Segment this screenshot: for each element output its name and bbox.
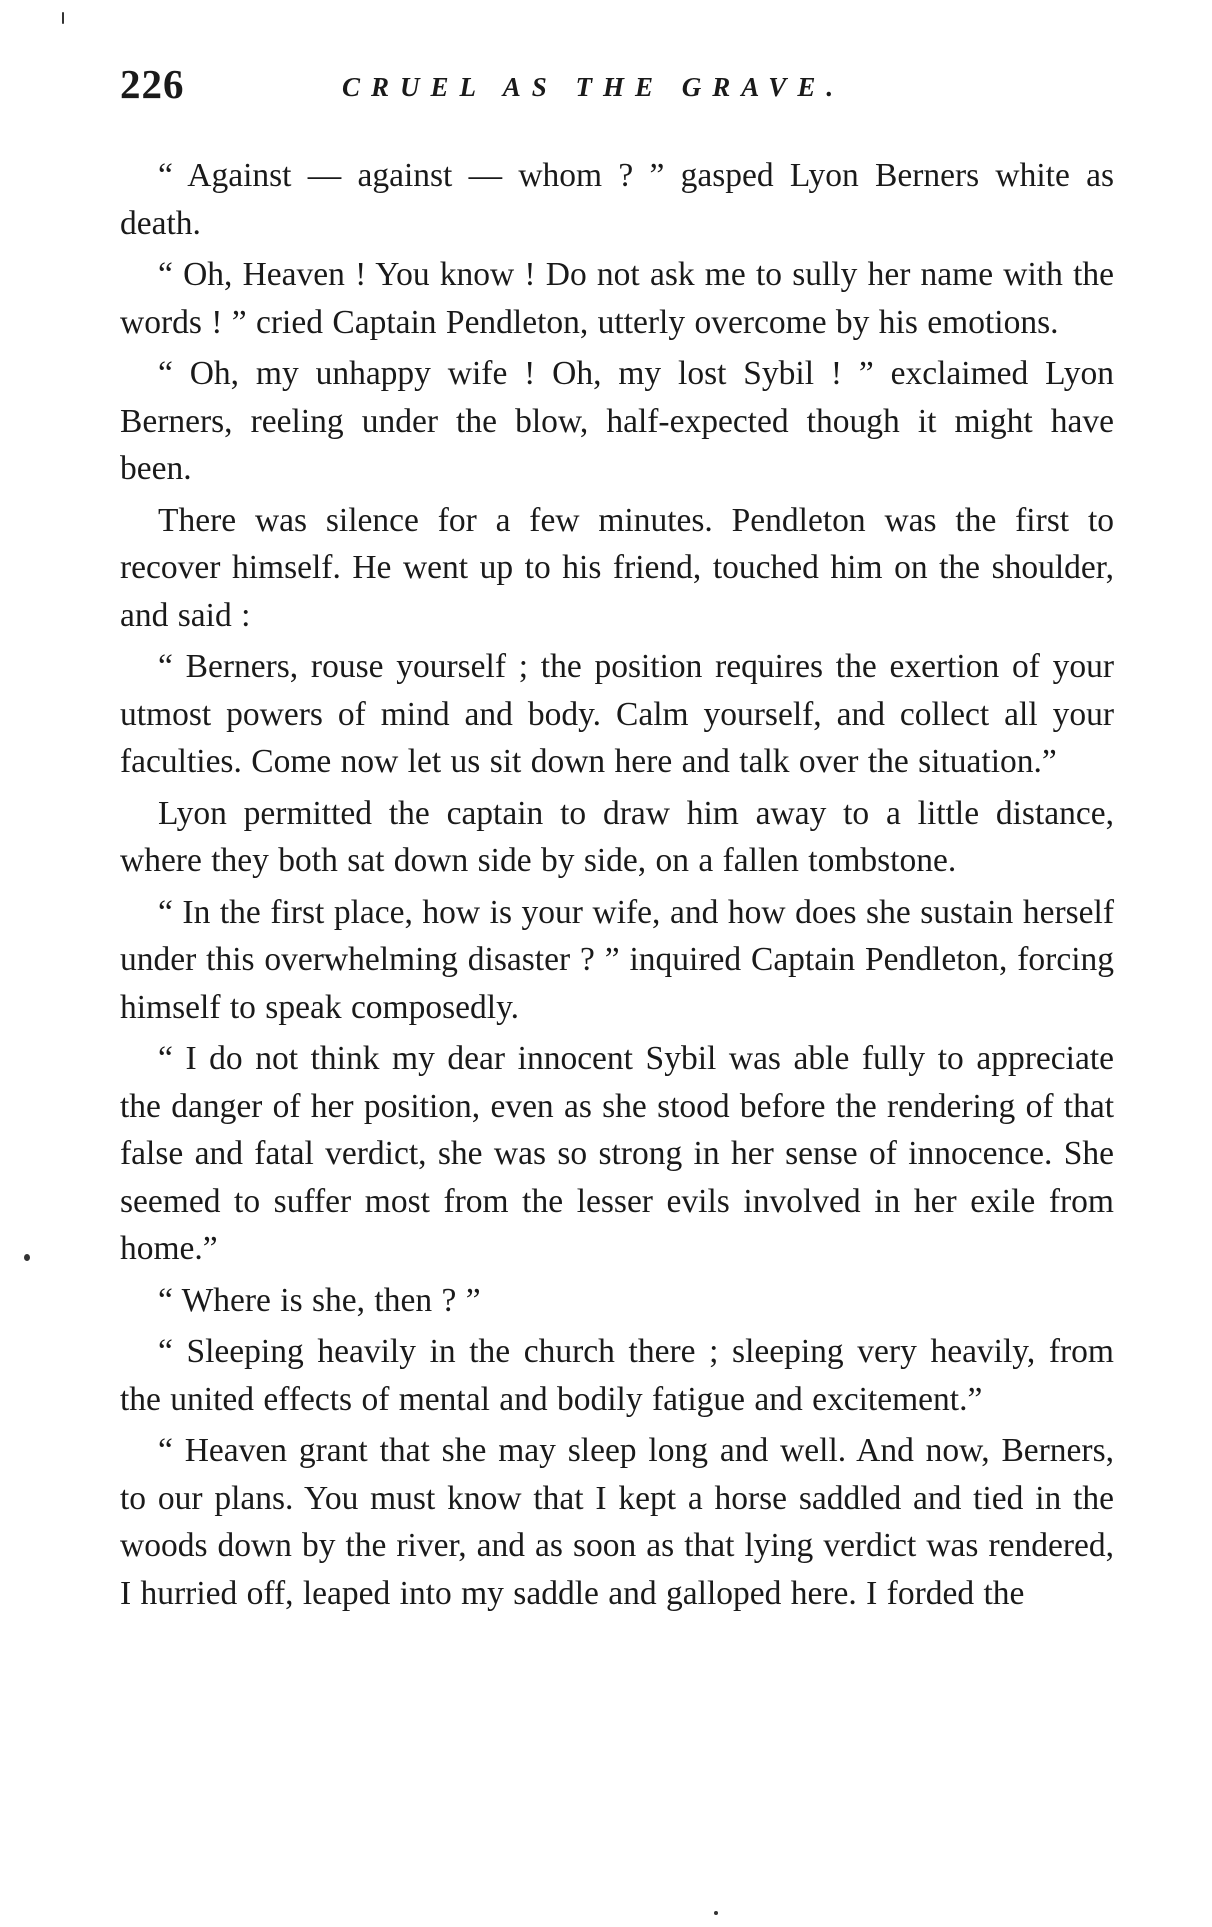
book-page: [120, 60, 1114, 1621]
ink-speck: [714, 1911, 718, 1915]
paragraph: “ Against — against — whom ? ” gasped Lyon Berners white as death.: [120, 157, 1114, 242]
paragraph: “ In the first place, how is your wife, and how does she sustain herself under this overwhelming disaster ? ” inquired Captain Pendleton, forcing himself to speak composedly.: [120, 893, 1114, 1026]
body-text: [120, 152, 1114, 1617]
paragraph: “ Oh, my unhappy wife ! Oh, my lost Sybil ! ” exclaimed Lyon Berners, reeling under the blow, half-expected though it might have been.: [120, 355, 1114, 487]
ink-speck: [62, 12, 64, 24]
paragraph: “ I do not think my dear innocent Sybil was able fully to appreciate the danger of her position, even as she stood before the rendering of that false and fatal verdict, she was so strong in her sense of innocence. She seemed to suffer most from the lesser evils involved in her exile from home.”: [120, 1040, 1114, 1267]
page-number: 226: [120, 61, 185, 107]
paragraph: “ Where is she, then ? ”: [158, 1281, 481, 1319]
running-title: CRUEL AS THE GRAVE.: [342, 72, 845, 102]
ink-speck: [24, 1254, 30, 1261]
paragraph: There was silence for a few minutes. Pendleton was the first to recover himself. He went up to his friend, touched him on the shoulder, and said :: [120, 501, 1114, 634]
paragraph: “ Sleeping heavily in the church there ; sleeping very heavily, from the united effects of mental and bodily fatigue and excitement.”: [120, 1333, 1114, 1418]
paragraph: “ Oh, Heaven ! You know ! Do not ask me to sully her name with the words ! ” cried Captain Pendleton, utterly overcome by his emotions.: [120, 256, 1114, 341]
paragraph: Lyon permitted the captain to draw him away to a little distance, where they both sat down side by side, on a fallen tombstone.: [120, 794, 1114, 879]
running-head: [120, 60, 1114, 120]
paragraph: “ Berners, rouse yourself ; the position requires the exertion of your utmost powers of mind and body. Calm yourself, and collect all your faculties. Come now let us sit down here and talk over the situation.”: [120, 648, 1114, 780]
paragraph: “ Heaven grant that she may sleep long and well. And now, Berners, to our plans. You must know that I kept a horse saddled and tied in the woods down by the river, and as soon as that lying verdict was rendered, I hurried off, leaped into my saddle and galloped here. I forded the: [120, 1432, 1114, 1612]
